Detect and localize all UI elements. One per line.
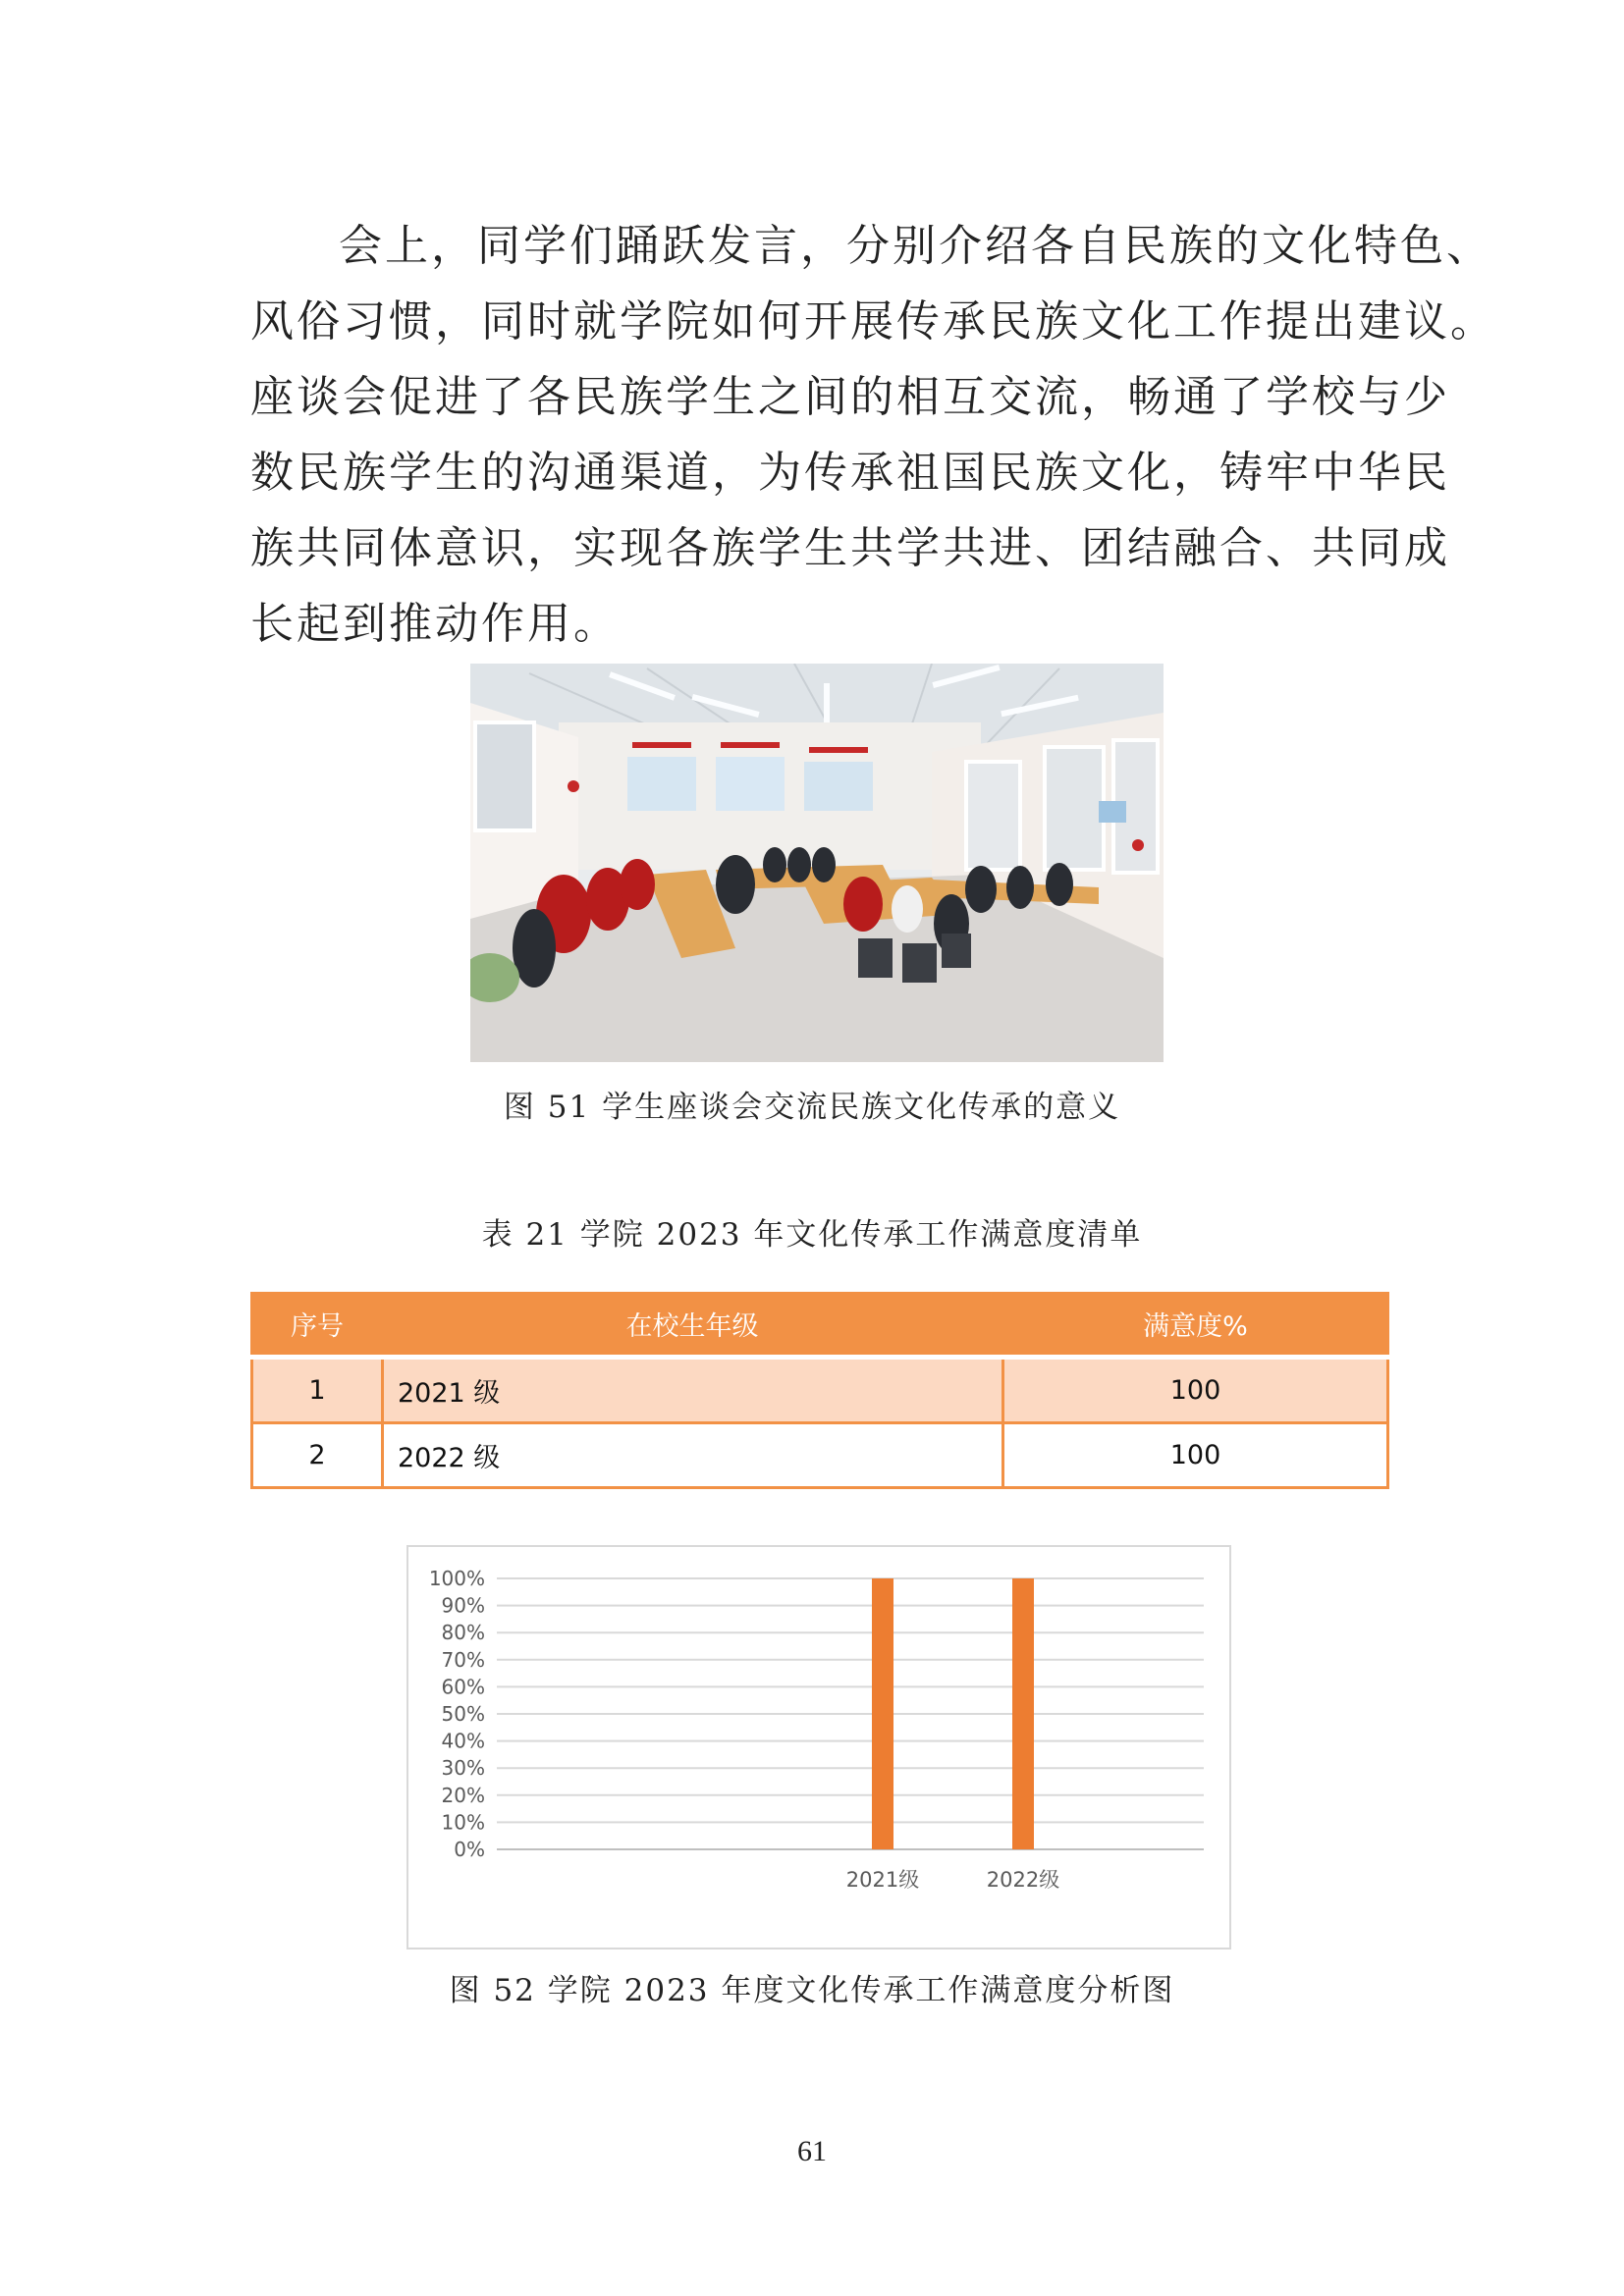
satisfaction-chart-svg xyxy=(408,1547,1229,1948)
body-paragraph xyxy=(250,208,1496,662)
y-tick-label: 100% xyxy=(428,1567,485,1590)
y-tick-label: 90% xyxy=(441,1593,485,1618)
x-tick-label: 2022级 xyxy=(986,1868,1060,1892)
table-21-caption: 表 21 学院 2023 年文化传承工作满意度清单 xyxy=(481,1217,1143,1253)
satisfaction-chart xyxy=(406,1545,1231,1949)
page-number: 61 xyxy=(797,2135,827,2167)
column-header-number: 序号 xyxy=(252,1292,383,1358)
table-row xyxy=(252,1423,1388,1488)
figure-52-caption: 图 52 学院 2023 年度文化传承工作满意度分析图 xyxy=(449,1973,1175,2008)
paragraph-line: 会上，同学们踊跃发言，分别介绍各自民族的文化特色、 xyxy=(339,221,1492,271)
paragraph-line: 座谈会促进了各民族学生之间的相互交流，畅通了学校与少 xyxy=(250,372,1450,422)
paragraph-line: 数民族学生的沟通渠道，为传承祖国民族文化，铸牢中华民 xyxy=(250,448,1450,498)
y-tick-label: 30% xyxy=(441,1756,485,1781)
column-header-satisfaction: 满意度% xyxy=(1003,1292,1388,1358)
paragraph-line: 族共同体意识，实现各族学生共学共进、团结融合、共同成 xyxy=(250,523,1450,573)
y-tick-label: 80% xyxy=(441,1621,485,1645)
y-tick-label: 0% xyxy=(454,1838,485,1861)
paragraph-line: 风俗习惯，同时就学院如何开展传承民族文化工作提出建议。 xyxy=(250,296,1496,347)
table-cell: 2022 级 xyxy=(383,1423,1003,1488)
meeting-photo xyxy=(470,664,1164,1062)
chart-bar xyxy=(1012,1578,1034,1849)
y-tick-label: 50% xyxy=(441,1702,485,1726)
y-tick-label: 10% xyxy=(441,1810,485,1835)
table-row xyxy=(252,1358,1388,1423)
x-tick-label: 2021级 xyxy=(845,1868,920,1892)
y-tick-label: 60% xyxy=(441,1675,485,1699)
table-cell: 100 xyxy=(1003,1358,1388,1423)
y-tick-label: 20% xyxy=(441,1783,485,1807)
column-header-grade: 在校生年级 xyxy=(383,1292,1003,1358)
y-tick-label: 70% xyxy=(441,1647,485,1672)
figure-51-caption: 图 51 学生座谈会交流民族文化传承的意义 xyxy=(503,1090,1121,1125)
satisfaction-table xyxy=(250,1292,1389,1489)
table-cell: 2 xyxy=(252,1423,383,1488)
table-header-row xyxy=(252,1292,1388,1358)
table-cell: 100 xyxy=(1003,1423,1388,1488)
table-cell: 1 xyxy=(252,1358,383,1423)
y-tick-label: 40% xyxy=(441,1729,485,1753)
paragraph-line: 长起到推动作用。 xyxy=(250,599,620,649)
chart-bar xyxy=(872,1578,893,1849)
meeting-photo-illustration xyxy=(470,664,1164,1062)
table-cell: 2021 级 xyxy=(383,1358,1003,1423)
